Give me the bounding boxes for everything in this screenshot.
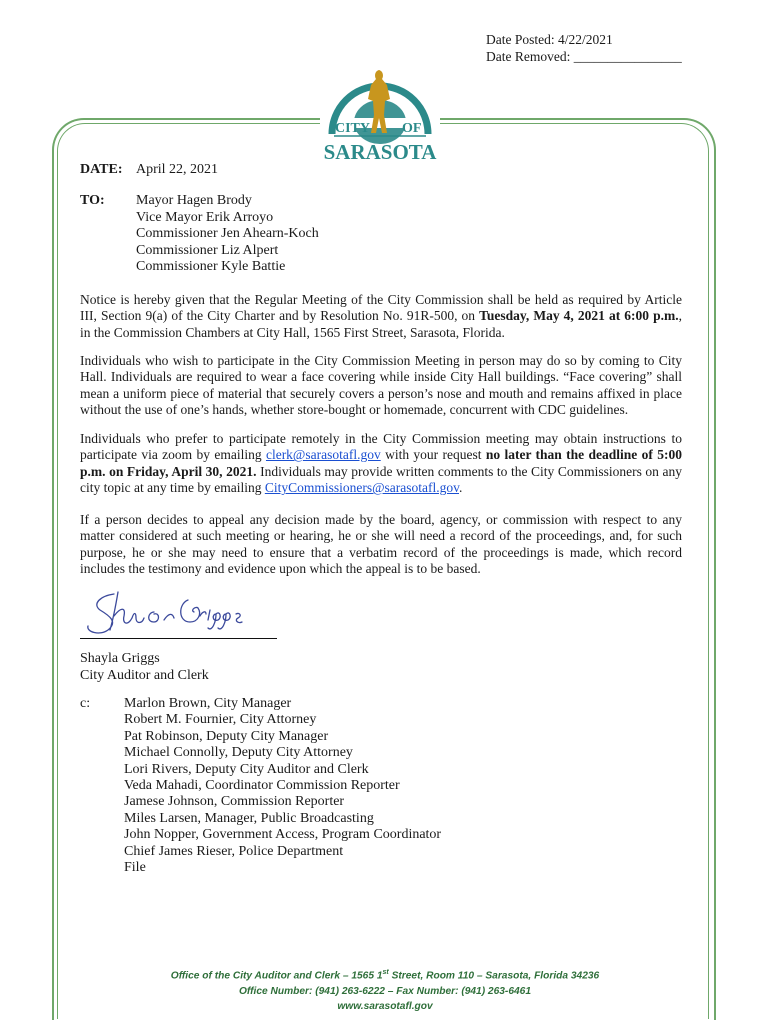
footer-phone: Office Number: (941) 263-6222 – Fax Number: (941) 263-6461: [239, 985, 531, 997]
city-logo: [320, 52, 440, 172]
signatory-title: City Auditor and Clerk: [80, 667, 209, 683]
logo-sarasota-text: SARASOTA: [323, 140, 437, 164]
remote-paragraph: Individuals who prefer to participate remotely in the City Commission meeting may obtain instructions to participate via zoom by emailing clerk@sarasotafl.gov with your request no later than the deadline of 5:00 p.m. on Friday, April 30, 2021. Individuals may provide written comments to the City Commissioners on any city topic at any time by emailing CityCommissioners@sarasotafl.gov.: [80, 431, 682, 496]
cc-item: John Nopper, Government Access, Program Coordinator: [124, 827, 442, 843]
meeting-datetime: Tuesday, May 4, 2021 at 6:00 p.m.: [479, 308, 679, 324]
in-person-paragraph: Individuals who wish to participate in the City Commission Meeting in person may do so by coming to City Hall. Individuals are required to wear a face covering while inside City Hall buildings. “Face covering” shall mean a uniform piece of material that securely covers a person’s nose and mouth and remains affixed in place without the use of one’s hands, whether store-bought or homemade, concurrent with CDC guidelines.: [80, 353, 682, 418]
logo-of-text: OF: [402, 121, 422, 136]
handwritten-signature: [84, 586, 254, 638]
cc-item: Veda Mahadi, Coordinator Commission Reporter: [124, 777, 400, 793]
cc-label: c:: [80, 696, 91, 711]
posting-info: [486, 31, 682, 65]
date-value: April 22, 2021: [136, 162, 219, 177]
recipient: Commissioner Jen Ahearn-Koch: [136, 226, 319, 241]
signatory-name: Shayla Griggs: [80, 651, 160, 666]
cc-item: Pat Robinson, Deputy City Manager: [124, 728, 329, 744]
notice-paragraph: Notice is hereby given that the Regular Meeting of the City Commission shall be held as required by Article III, Section 9(a) of the City Charter and by Resolution No. 91R-500, on Tuesday, May 4, 2021 at 6:00 p.m., in the Commission Chambers at City Hall, 1565 First Street, Sarasota, Florida.: [80, 292, 682, 340]
commissioners-email-link[interactable]: CityCommissioners@sarasotafl.gov: [264, 480, 459, 496]
date-removed: Date Removed: ________________: [486, 49, 682, 64]
recipient: Mayor Hagen Brody: [136, 193, 252, 208]
cc-item: Robert M. Fournier, City Attorney: [124, 712, 317, 728]
to-label-wrap: [80, 193, 105, 210]
recipient: Commissioner Kyle Battie: [136, 259, 286, 274]
appeal-paragraph: If a person decides to appeal any decision made by the board, agency, or commission with respect to any matter considered at such meeting or hearing, he or she will need a record of the proceedings, and, for such purpose, he or she may need to ensure that a verbatim record of the proceedings is made, which record includes the testimony and evidence upon which the appeal is to be based.: [80, 512, 682, 577]
cc-item: File: [124, 859, 146, 875]
date-row: [80, 162, 123, 179]
date-label: DATE:: [80, 162, 123, 177]
cc-item: Miles Larsen, Manager, Public Broadcasting: [124, 810, 374, 826]
date-posted: Date Posted: 4/22/2021: [486, 32, 613, 47]
clerk-email-link[interactable]: clerk@sarasotafl.gov: [265, 447, 381, 463]
cc-item: Marlon Brown, City Manager: [124, 696, 292, 711]
cc-item: Chief James Rieser, Police Department: [124, 843, 344, 859]
deadline-text: no later than the deadline of 5:00 p.m. on Friday, April 30, 2021.: [80, 447, 682, 479]
signatory: [80, 651, 209, 684]
footer: [80, 965, 690, 1015]
logo-city-text: CITY: [335, 121, 371, 136]
cc-item: Lori Rivers, Deputy City Auditor and Clerk: [124, 761, 369, 777]
cc-item: Michael Connolly, Deputy City Attorney: [124, 745, 353, 761]
recipient: Commissioner Liz Alpert: [136, 242, 279, 258]
footer-address: Office of the City Auditor and Clerk – 1565 1st Street, Room 110 – Sarasota, Florida 34236: [170, 969, 600, 982]
footer-website: www.sarasotafl.gov: [337, 1001, 433, 1013]
cc-list: [124, 696, 441, 876]
to-label: TO:: [80, 193, 105, 208]
cc-item: Jamese Johnson, Commission Reporter: [124, 794, 345, 810]
recipient: Vice Mayor Erik Arroyo: [136, 209, 274, 225]
recipient-list: [136, 193, 319, 276]
signature-line: [80, 638, 277, 639]
city-seal-icon: [320, 52, 440, 172]
